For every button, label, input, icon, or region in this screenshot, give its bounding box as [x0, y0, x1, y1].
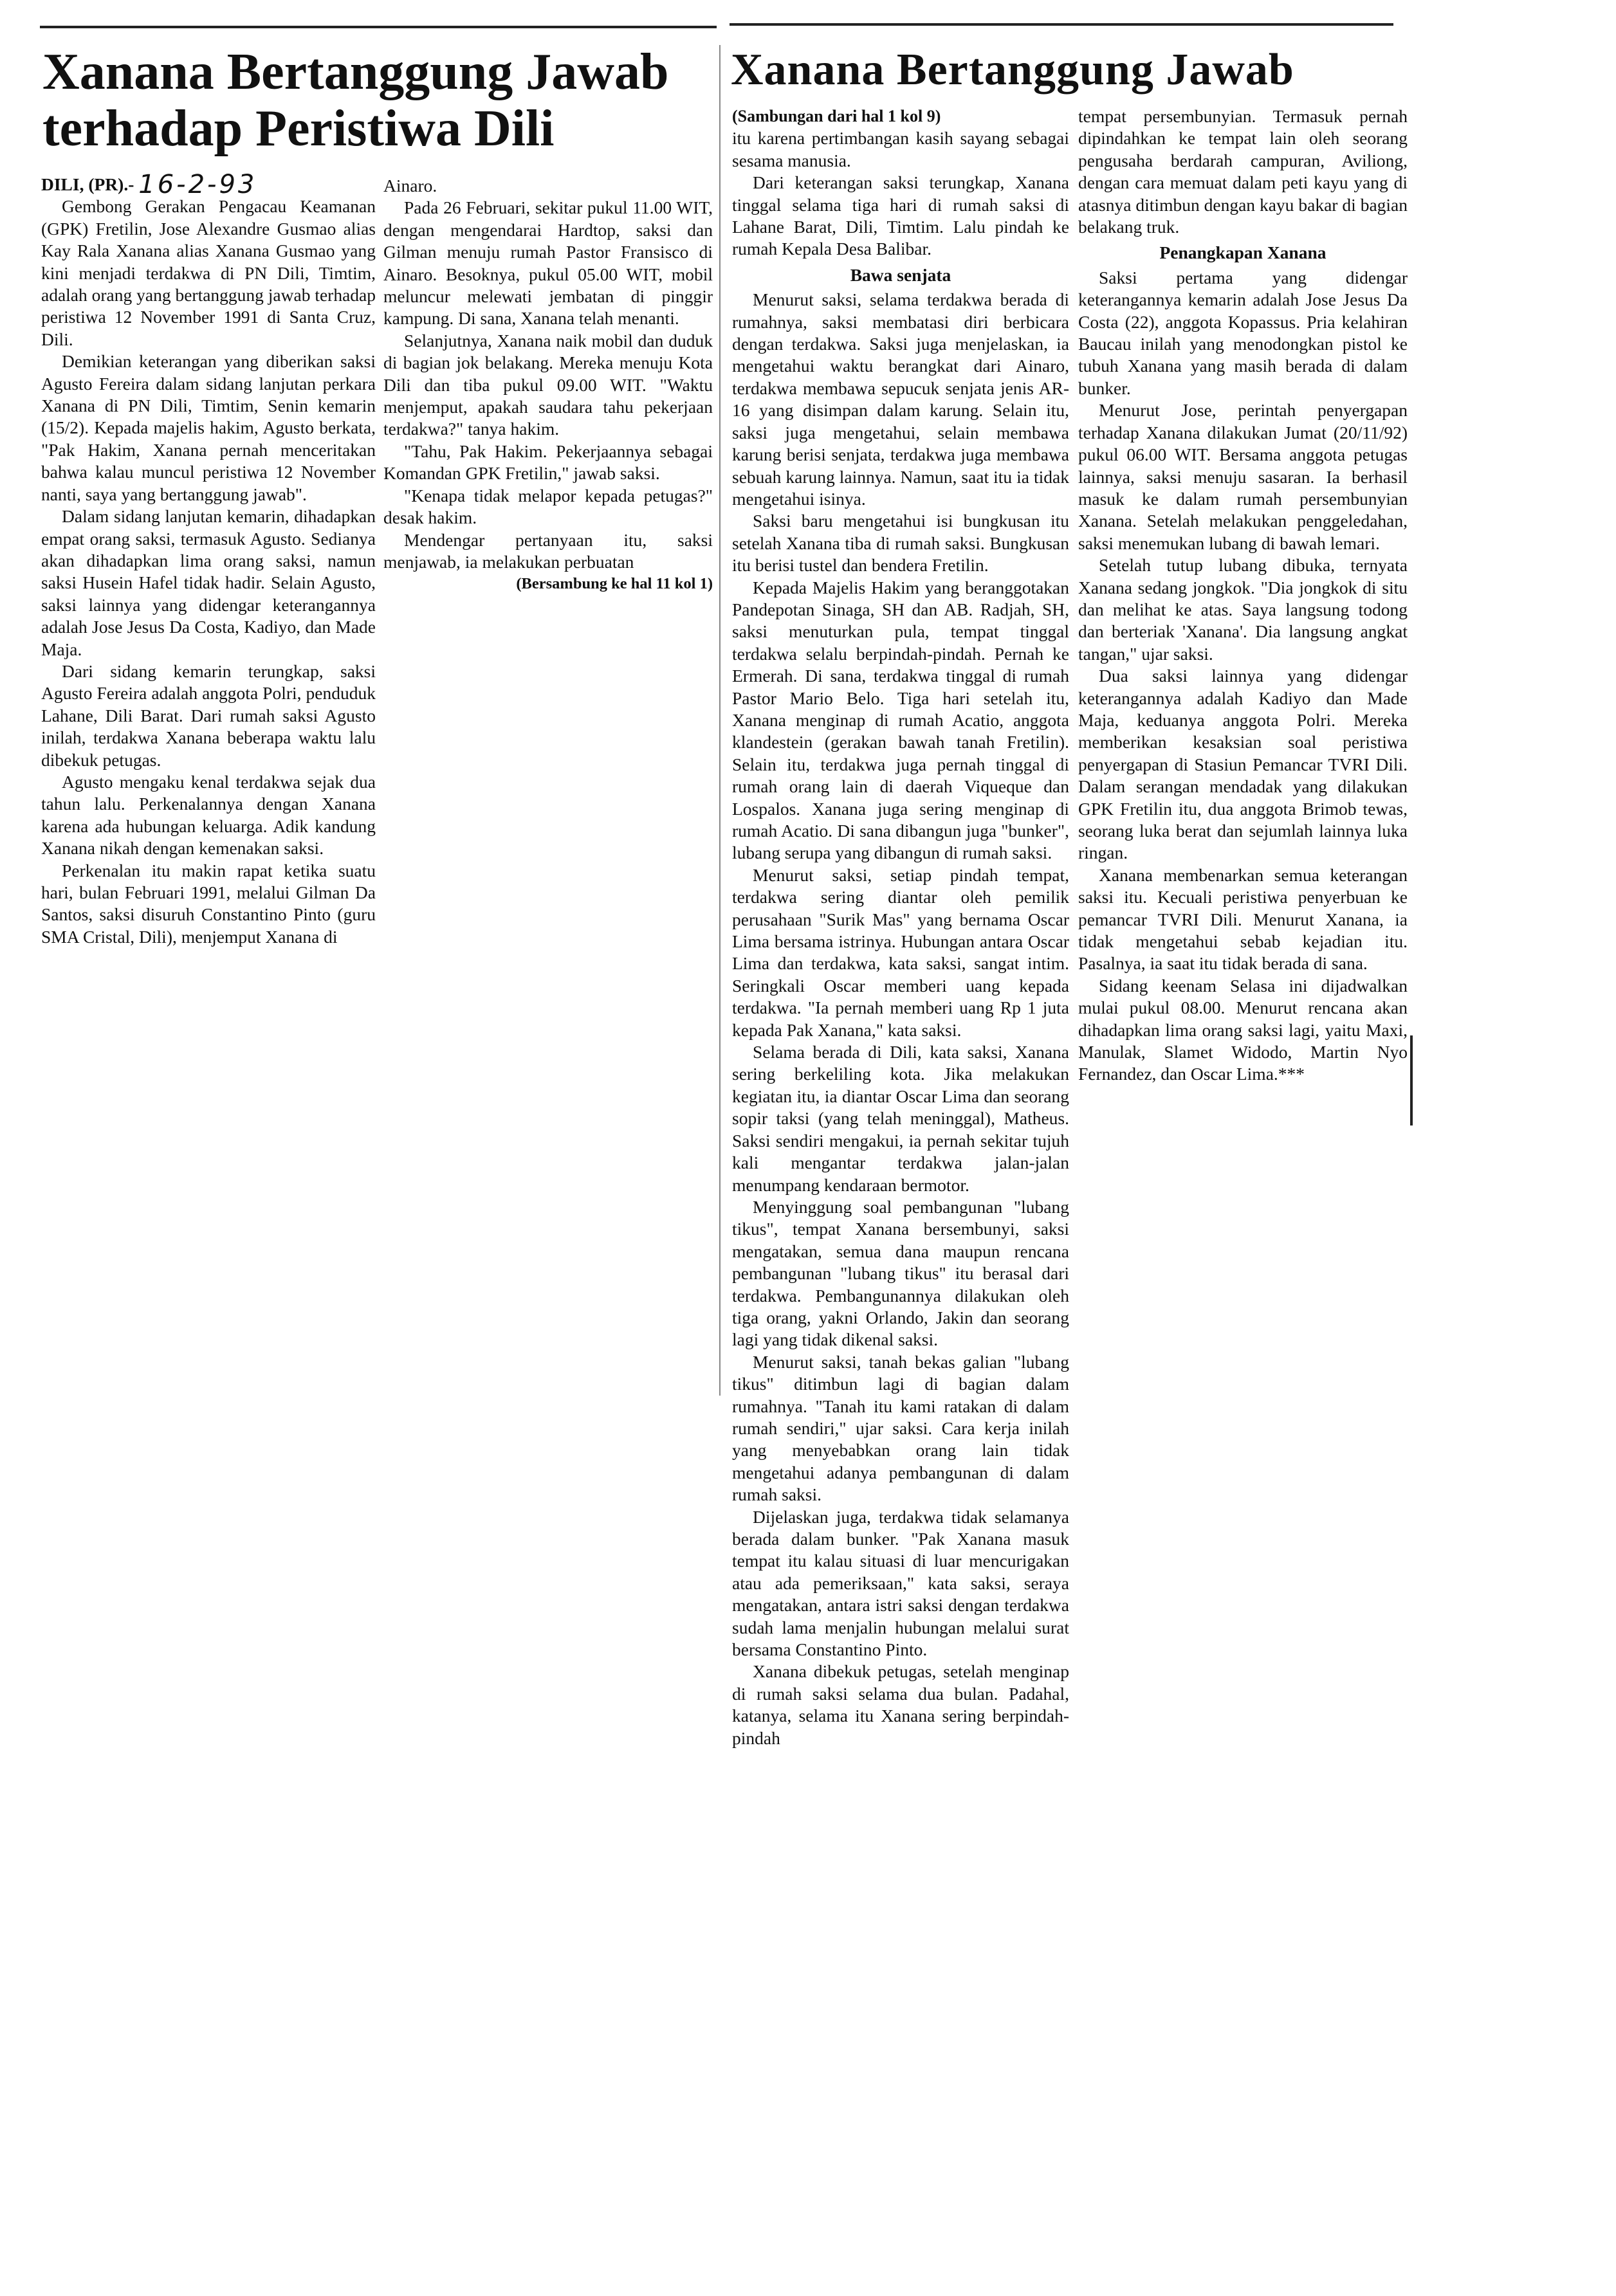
- subhead-penangkapan: Penangkapan Xanana: [1159, 242, 1327, 263]
- right-col4-para-1: tempat persembunyian. Termasuk pernah dipindahkan ke tempat lain oleh seorang pengusaha berdarah campuran, Aviliong, dengan cara memuat dalam peti kayu yang di atasnya ditimbun dengan kayu bakar di bagian belakang truk.: [1078, 106, 1408, 237]
- continued-to: (Bersambung ke hal 11 kol 1): [516, 575, 713, 593]
- left-col1-para-3: Dalam sidang lanjutan kemarin, dihadapkan empat orang saksi, termasuk Agusto. Sedianya akan dihadapkan lima orang saksi, namun saksi Husein Hafel tidak hadir. Selain Agusto, saksi lainnya yang didengar keterangannya adalah Jose Jesus Da Costa, Kadiyo, dan Made Maja.: [41, 506, 376, 659]
- right-col4-para-2: Saksi pertama yang didengar keterangannya kemarin adalah Jose Jesus Da Costa (22), anggota Kopassus. Pria kelahiran Baucau inilah yang menodongkan pistol ke tubuh Xanana yang masih berada di dalam bunker.: [1078, 267, 1408, 398]
- right-col3-para-4: Saksi baru mengetahui isi bungkusan itu setelah Xanana tiba di rumah saksi. Bungkusan itu berisi tustel dan bendera Fretilin.: [732, 511, 1069, 576]
- right-headline: Xanana Bertanggung Jawab: [731, 45, 1294, 95]
- left-column-1: [41, 171, 376, 948]
- right-column-3: [732, 105, 1069, 1749]
- left-col1-para-5: Agusto mengaku kenal terdakwa sejak dua tahun lalu. Perkenalannya dengan Xanana karena ada hubungan keluarga. Adik kandung Xanana nikah dengan kemenakan saksi.: [41, 771, 376, 859]
- left-col2-para-2: Pada 26 Februari, sekitar pukul 11.00 WIT, dengan mengendarai Hardtop, saksi dan Gilman menuju rumah Pastor Fransisco di Ainaro. Besoknya, pukul 05.00 WIT, mobil meluncur melewati jembatan di pinggir kampung. Di sana, Xanana telah menanti.: [383, 197, 713, 329]
- left-col1-para-6: Perkenalan itu makin rapat ketika suatu hari, bulan Februari 1991, melalui Gilman Da Santos, saksi disuruh Constantino Pinto (guru SMA Cristal, Dili), menjemput Xanana di: [41, 860, 376, 947]
- right-col4-para-6: Xanana membenarkan semua keterangan saksi itu. Kecuali peristiwa penyerbuan ke pemancar TVRI Dili. Menurut Xanana, ia tidak mengetahui sebab kejadian itu. Pasalnya, ia saat itu tidak berada di sana.: [1078, 864, 1408, 974]
- top-rule-left: [40, 26, 717, 28]
- right-col4-para-4: Setelah tutup lubang dibuka, ternyata Xanana sedang jongkok. "Dia jongkok di situ dan melihat ke atas. Saya langsung todong dan berteriak 'Xanana'. Dia langsung angkat tangan," ujar saksi.: [1078, 555, 1408, 664]
- right-col3-para-11: Xanana dibekuk petugas, setelah menginap di rumah saksi selama dua bulan. Padahal, katanya, selama itu Xanana sering berpindah-pindah: [732, 1661, 1069, 1748]
- right-col3-para-7: Selama berada di Dili, kata saksi, Xanana sering berkeliling kota. Jika melakukan kegiatan itu, ia diantar Oscar Lima dan seorang sopir taksi (yang telah meninggal), Matheus. Saksi sendiri mengakui, ia pernah sekitar tujuh kali mengantar terdakwa jalan-jalan menumpang kendaraan bermotor.: [732, 1042, 1069, 1195]
- left-col1-para-4: Dari sidang kemarin terungkap, saksi Agusto Fereira adalah anggota Polri, penduduk Lahane, Dili Barat. Dari rumah saksi Agusto inilah, terdakwa Xanana beberapa waktu lalu dibekuk petugas.: [41, 661, 376, 770]
- margin-pen-mark: [1410, 1035, 1413, 1125]
- right-col3-para-5: Kepada Majelis Hakim yang beranggotakan Pandepotan Sinaga, SH dan AB. Radjah, SH, saksi menuturkan pula, tempat tinggal terdakwa selalu berpindah-pindah. Pernah ke Ermerah. Di sana, terdakwa tinggal di rumah Pastor Mario Belo. Tiga hari setelah itu, Xanana menginap di rumah Acatio, anggota klandestein (gerakan bawah tanah Fretilin). Selain itu, terdakwa juga pernah tinggal di rumah orang lain di daerah Viqueque dan Lospalos. Xanana juga sering menginap di rumah Acatio. Di sana dibangun juga "bunker", lubang serupa yang dibangun di rumah saksi.: [732, 577, 1069, 863]
- left-headline-line1: Xanana Bertanggung Jawab: [42, 44, 669, 100]
- right-col3-para-1: itu karena pertimbangan kasih sayang sebagai sesama manusia.: [732, 128, 1069, 170]
- left-headline-line2: terhadap Peristiwa Dili: [42, 100, 555, 157]
- right-col4-para-3: Menurut Jose, perintah penyergapan terhadap Xanana dilakukan Jumat (20/11/92) pukul 06.00 WIT. Bersama anggota petugas lainnya, saksi menuju sasaran. Ia berhasil masuk ke dalam rumah persembunyian Xanana. Setelah melakukan penggeledahan, saksi menemukan lubang di bawah lemari.: [1078, 400, 1408, 553]
- left-col2-para-1: Ainaro.: [383, 176, 437, 196]
- top-rule-right: [730, 23, 1393, 26]
- dateline: DILI, (PR).-: [41, 174, 134, 194]
- right-col4-para-7: Sidang keenam Selasa ini dijadwalkan mulai pukul 08.00. Menurut rencana akan dihadapkan lima orang saksi lagi, yaitu Maxi, Manulak, Slamet Widodo, Martin Nyo Fernandez, dan Oscar Lima.***: [1078, 975, 1408, 1084]
- left-col2-para-3: Selanjutnya, Xanana naik mobil dan duduk di bagian jok belakang. Mereka menuju Kota Dili dan tiba pukul 09.00 WIT. "Waktu menjemput, apakah saudara tahu pekerjaan terdakwa?" tanya hakim.: [383, 330, 713, 439]
- right-col3-para-2: Dari keterangan saksi terungkap, Xanana tinggal selama tiga hari di rumah saksi di Lahane Barat, Dili, Timtim. Lalu pindah ke rumah Kepala Desa Balibar.: [732, 172, 1069, 259]
- right-column-4: [1078, 105, 1408, 1086]
- right-col3-para-10: Dijelaskan juga, terdakwa tidak selamanya berada dalam bunker. "Pak Xanana masuk tempat itu kalau situasi di luar mencurigakan atau ada pemeriksaan," kata saksi, seraya mengatakan, antara istri saksi dengan terdakwa sudah lama menjalin hubungan melalui surat bersama Constantino Pinto.: [732, 1506, 1069, 1660]
- left-col2-para-4: "Tahu, Pak Hakim. Pekerjaannya sebagai Komandan GPK Fretilin," jawab saksi.: [383, 441, 713, 484]
- continued-from: (Sambungan dari hal 1 kol 9): [732, 107, 941, 125]
- right-col3-para-9: Menurut saksi, tanah bekas galian "lubang tikus" ditimbun lagi di bagian dalam rumahnya. "Tanah itu kami ratakan di dalam rumah sendiri," ujar saksi. Cara kerja inilah yang menyebabkan orang lain tidak mengetahui adanya pembangunan di dalam rumah saksi.: [732, 1351, 1069, 1505]
- right-col3-para-6: Menurut saksi, setiap pindah tempat, terdakwa sering diantar oleh pemilik perusahaan "Surik Mas" yang bernama Oscar Lima bersama istrinya. Hubungan antara Oscar Lima dan terdakwa, kata saksi, sangat intim. Seringkali Oscar memberi uang kepada terdakwa. "Ia pernah memberi uang Rp 1 juta kepada Pak Xanana," kata saksi.: [732, 864, 1069, 1040]
- dateline-line: [41, 170, 376, 199]
- left-col2-para-6: Mendengar pertanyaan itu, saksi menjawab, ia melakukan perbuatan: [383, 529, 713, 572]
- left-col1-para-2: Demikian keterangan yang diberikan saksi Agusto Fereira dalam sidang lanjutan perkara Xanana di PN Dili, Timtim, Senin kemarin (15/2). Kepada majelis hakim, Agusto berkata, "Pak Hakim, Xanana pernah menceritakan bahwa kalau muncul peristiwa 12 November nanti, saya yang bertanggung jawab".: [41, 351, 376, 504]
- right-col3-para-8: Menyinggung soal pembangunan "lubang tikus", tempat Xanana bersembunyi, saksi mengatakan, semua dana maupun rencana pembangunan "lubang tikus" itu berasal dari terdakwa. Pembangunannya dilakukan oleh tiga orang, yakni Orlando, Jakin dan seorang lagi yang tidak dikenal saksi.: [732, 1196, 1069, 1350]
- right-col3-para-3: Menurut saksi, selama terdakwa berada di rumahnya, saksi membatasi diri berbicara dengan terdakwa. Saksi juga menjelaskan, ia mengetahui waktu berangkat dari Ainaro, terdakwa membawa sepucuk senjata jenis AR-16 yang disimpan dalam karung. Selain itu, saksi juga mengetahui, selain membawa karung berisi senjata, terdakwa juga membawa sebuah karung lainnya. Namun, saat itu ia tidak mengetahui isinya.: [732, 289, 1069, 509]
- right-col4-para-5: Dua saksi lainnya yang didengar keterangannya adalah Kadiyo dan Made Maja, keduanya anggota Polri. Mereka memberikan kesaksian soal peristiwa penyergapan di Stasiun Pemancar TVRI Dili. Dalam serangan mendadak yang dilakukan GPK Fretilin itu, dua anggota Brimob tewas, seorang luka berat dan sejumlah lainnya luka ringan.: [1078, 666, 1408, 863]
- column-divider: [719, 45, 721, 1396]
- handwritten-date: 16-2-93: [138, 170, 257, 199]
- left-col2-para-5: "Kenapa tidak melapor kepada petugas?" desak hakim.: [383, 485, 713, 528]
- left-column-2: [383, 175, 713, 596]
- left-col1-para-1: Gembong Gerakan Pengacau Keamanan (GPK) Fretilin, Jose Alexandre Gusmao alias Kay Rala Xanana alias Xanana Gusmao yang kini menjadi terdakwa di PN Dili, Timtim, adalah orang yang bertanggung jawab terhadap peristiwa 12 November 1991 di Santa Cruz, Dili.: [41, 196, 376, 349]
- subhead-bawa-senjata: Bawa senjata: [850, 264, 951, 285]
